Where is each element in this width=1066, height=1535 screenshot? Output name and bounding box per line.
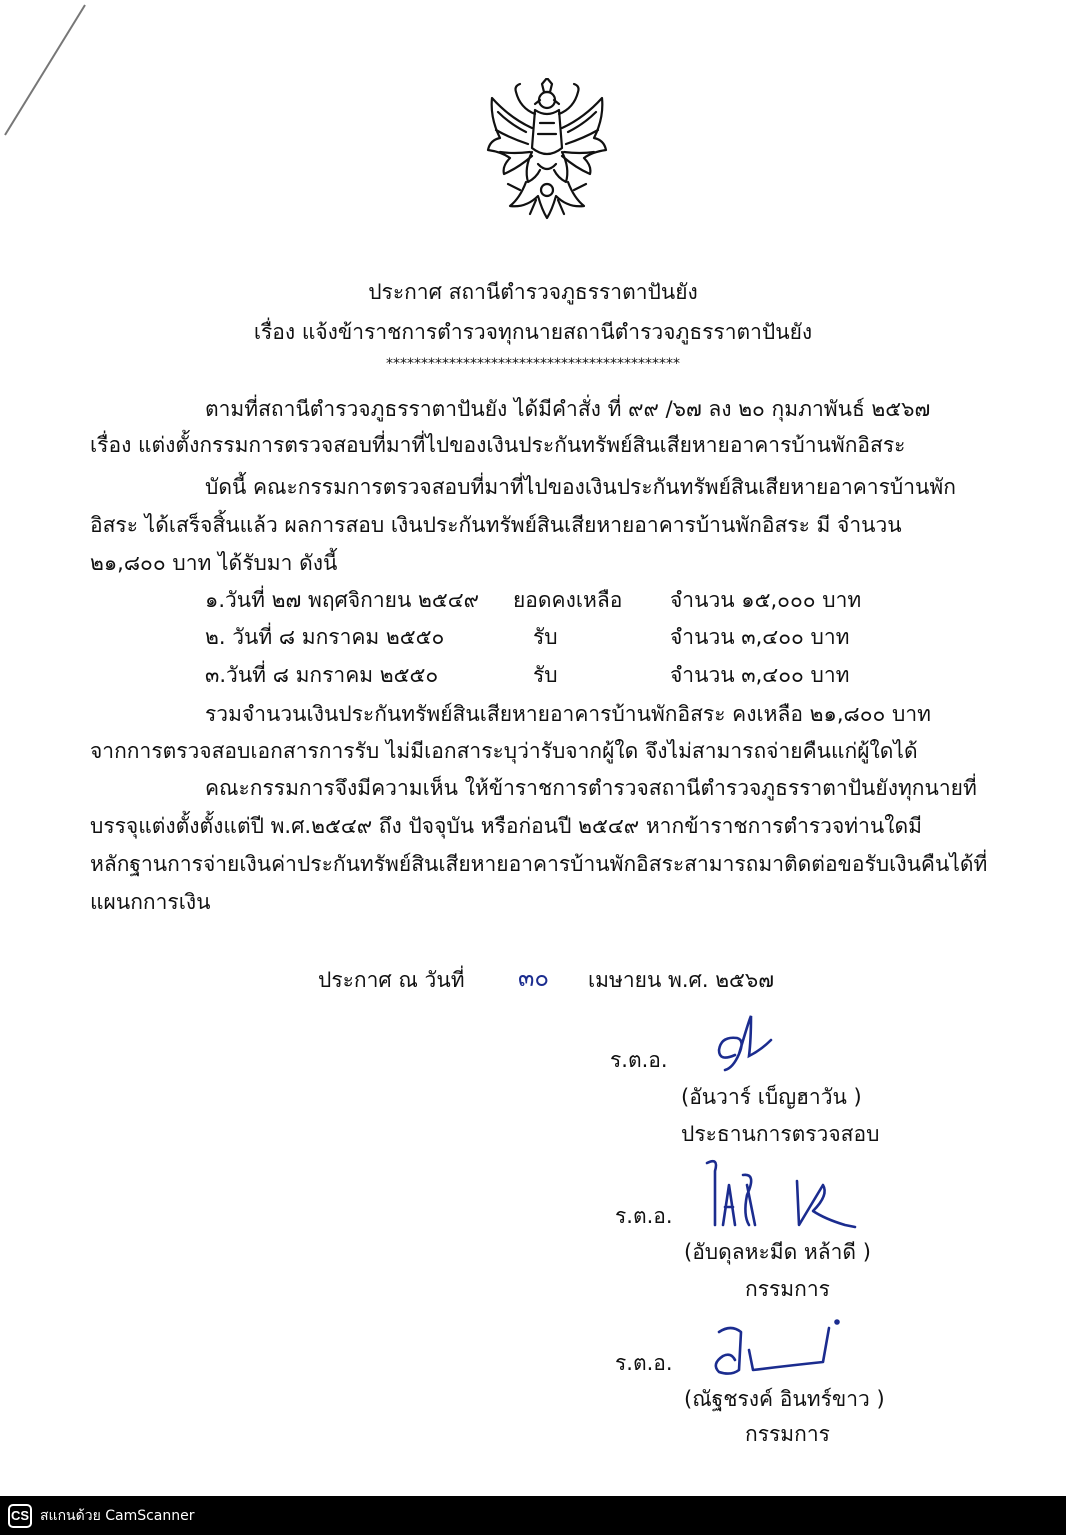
item-date: ๓.วันที่ ๘ มกราคม ๒๕๕๐ — [205, 663, 439, 687]
item-amount: จำนวน ๓,๔๐๐ บาท — [670, 663, 850, 687]
announcement-day-handwritten: ๓๐ — [518, 964, 550, 992]
item-type: ยอดคงเหลือ — [513, 588, 623, 612]
separator-line: ****************************************** — [386, 356, 680, 372]
signatory-position: กรรมการ — [745, 1422, 830, 1446]
item-date: ๑.วันที่ ๒๗ พฤศจิกายน ๒๕๔๙ — [205, 588, 480, 612]
handwritten-signature-icon — [705, 1318, 855, 1388]
body-paragraph-4-line-1: คณะกรรมการจึงมีความเห็น ให้ข้าราชการตำรวจสถานีตำรวจภูธรราตาปันยังทุกนายที่ — [205, 776, 977, 800]
body-paragraph-1-line-1: ตามที่สถานีตำรวจภูธรราตาปันยัง ได้มีคำสั่ง ที่ ๙๙ /๖๗ ลง ๒๐ กุมภาพันธ์ ๒๕๖๗ — [205, 397, 931, 421]
body-paragraph-2-line-3: ๒๑,๘๐๐ บาท ได้รับมา ดังนี้ — [90, 551, 338, 575]
body-paragraph-2-line-1: บัดนี้ คณะกรรมการตรวจสอบที่มาที่ไปของเงินประกันทรัพย์สินเสียหายอาคารบ้านพัก — [205, 475, 956, 499]
camscanner-footer — [0, 1496, 1066, 1535]
body-paragraph-3-line-2: จากการตรวจสอบเอกสารการรับ ไม่มีเอกสาระบุว่ารับจากผู้ใด จึงไม่สามารถจ่ายคืนแก่ผู้ใดได้ — [90, 739, 918, 763]
body-paragraph-2-line-2: อิสระ ได้เสร็จสิ้นแล้ว ผลการสอบ เงินประกันทรัพย์สินเสียหายอาคารบ้านพักอิสระ มี จำนวน — [90, 513, 902, 537]
body-paragraph-4-line-4: แผนกการเงิน — [90, 890, 211, 914]
body-paragraph-4-line-3: หลักฐานการจ่ายเงินค่าประกันทรัพย์สินเสียหายอาคารบ้านพักอิสระสามารถมาติดต่อขอรับเงินคืนได้ที่ — [90, 852, 988, 876]
signatory-rank: ร.ต.อ. — [610, 1048, 668, 1072]
scan-edge-line — [0, 0, 90, 140]
handwritten-signature-icon — [705, 1010, 775, 1080]
announcement-date-suffix: เมษายน พ.ศ. ๒๕๖๗ — [588, 968, 775, 992]
announcement-title: ประกาศ สถานีตำรวจภูธรราตาปันยัง — [368, 280, 698, 304]
item-date: ๒. วันที่ ๘ มกราคม ๒๕๕๐ — [205, 625, 445, 649]
item-amount: จำนวน ๑๕,๐๐๐ บาท — [670, 588, 862, 612]
signatory-rank: ร.ต.อ. — [615, 1204, 673, 1228]
signatory-position: กรรมการ — [745, 1277, 830, 1301]
garuda-emblem-icon — [480, 78, 615, 228]
handwritten-signature-icon — [705, 1155, 865, 1245]
signatory-rank: ร.ต.อ. — [615, 1351, 673, 1375]
camscanner-logo-icon: CS — [8, 1504, 32, 1528]
signatory-name: (อันวาร์ เบ็ญฮาวัน ) — [681, 1085, 862, 1109]
body-paragraph-1-line-2: เรื่อง แต่งตั้งกรรมการตรวจสอบที่มาที่ไปของเงินประกันทรัพย์สินเสียหายอาคารบ้านพักอิสระ — [90, 433, 906, 457]
item-type: รับ — [533, 625, 558, 649]
body-paragraph-3-line-1: รวมจำนวนเงินประกันทรัพย์สินเสียหายอาคารบ้านพักอิสระ คงเหลือ ๒๑,๘๐๐ บาท — [205, 702, 931, 726]
body-paragraph-4-line-2: บรรจุแต่งตั้งตั้งแต่ปี พ.ศ.๒๕๔๙ ถึง ปัจจุบัน หรือก่อนปี ๒๕๔๙ หากข้าราชการตำรวจท่านใดมี — [90, 814, 922, 838]
signatory-name: (ณัฐชรงค์ อินทร์ขาว ) — [684, 1387, 885, 1411]
announcement-date-prefix: ประกาศ ณ วันที่ — [318, 968, 465, 992]
signatory-name: (อับดุลหะมีด หล้าดี ) — [684, 1240, 871, 1264]
signatory-position: ประธานการตรวจสอบ — [681, 1122, 880, 1146]
camscanner-text: สแกนด้วย CamScanner — [40, 1507, 195, 1524]
announcement-subject: เรื่อง แจ้งข้าราชการตำรวจทุกนายสถานีตำรวจภูธรราตาปันยัง — [253, 320, 813, 344]
item-type: รับ — [533, 663, 558, 687]
item-amount: จำนวน ๓,๔๐๐ บาท — [670, 625, 850, 649]
